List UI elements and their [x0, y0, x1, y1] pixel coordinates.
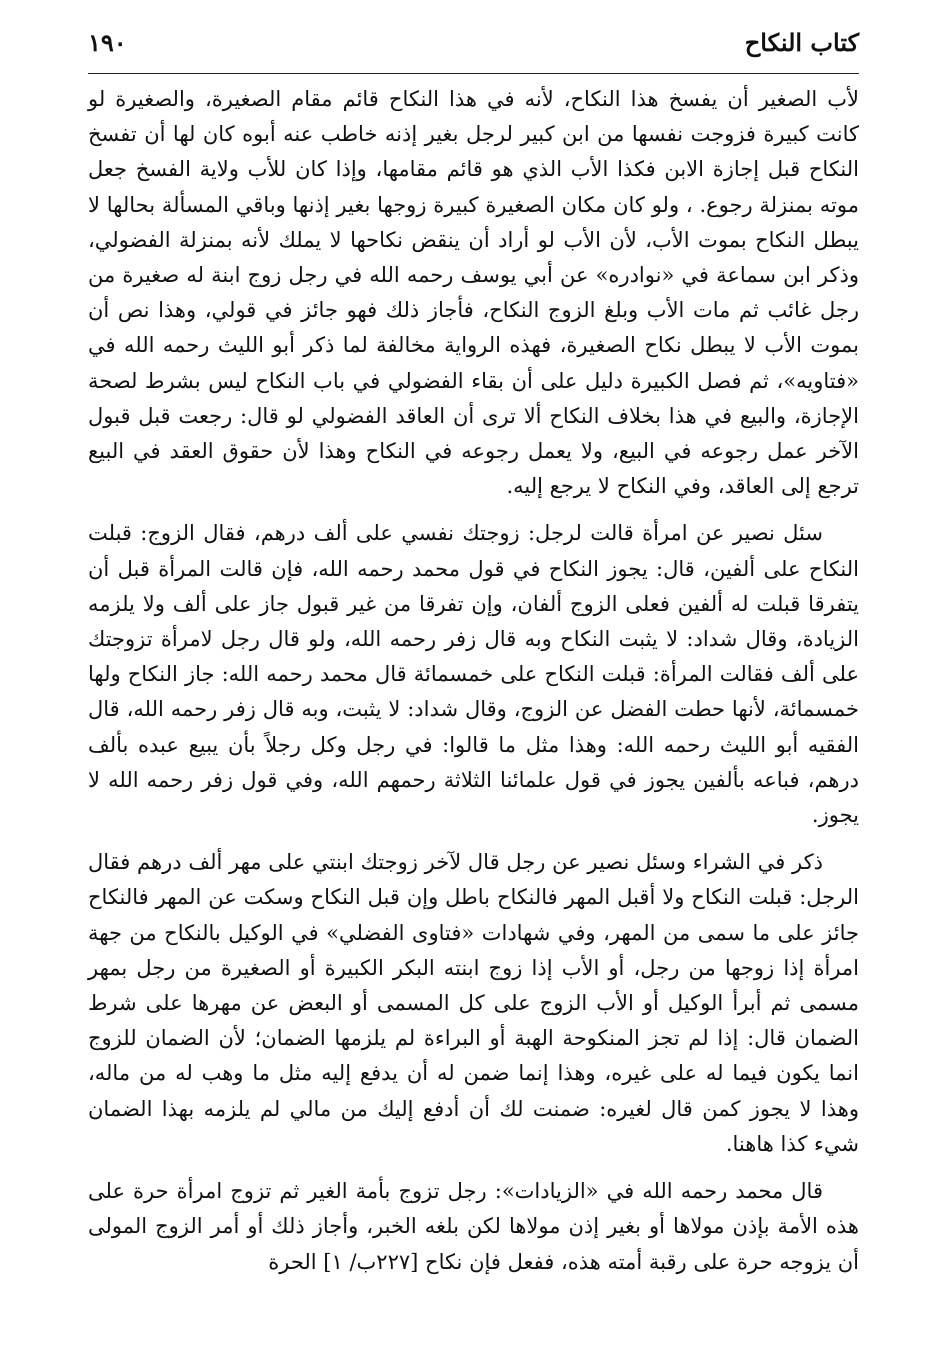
chapter-title: كتاب النكاح: [744, 28, 859, 57]
page-header: [88, 28, 859, 74]
paragraph: قال محمد رحمه الله في «الزيادات»: رجل تزوج بأمة الغير ثم تزوج امرأة حرة على هذه الأمة بإذن مولاها أو بغير إذن مولاها لكن بلغه الخبر، وأجاز ذلك أو أمر الزوج المولى أن يزوجه حرة على رقبة أمته هذه، ففعل فإن نكاح [٢٢٧ب/ ١] الحرة: [88, 1179, 859, 1274]
page-number: ١٩٠: [88, 28, 127, 57]
page-body: [88, 82, 859, 1280]
paragraph: لأب الصغير أن يفسخ هذا النكاح، لأنه في هذا النكاح قائم مقام الصغيرة، والصغيرة لو كانت كبيرة فزوجت نفسها من ابن كبير لرجل بغير إذنه خاطب عنه أبوه كان لها أن تفسخ النكاح قبل إجازة الابن فكذا الأب الذي هو قائم مقامها، وإذا كان للأب ولاية الفسخ جعل موته بمنزلة رجوع. ، ولو كان مكان الصغيرة كبيرة زوجها بغير إذنها وباقي المسألة بحالها لا يبطل النكاح بموت الأب، لأن الأب لو أراد أن ينقض نكاحها لا يملك لأنه بمنزلة الفضولي، وذكر ابن سماعة في «نوادره» عن أبي يوسف رحمه الله في رجل زوج ابنة له صغيرة من رجل غائب ثم مات الأب وبلغ الزوج النكاح، فأجاز ذلك فهو جائز في قولي، وهذا نص أن بموت الأب لا يبطل نكاح الصغيرة، فهذه الرواية مخالفة لما ذكر أبو الليث رحمه الله في «فتاويه»، ثم فصل الكبيرة دليل على أن بقاء الفضولي في باب النكاح ليس بشرط لصحة الإجازة، والبيع في هذا بخلاف النكاح ألا ترى أن العاقد الفضولي لو قال: رجعت قبل قبول الآخر عمل رجوعه في البيع، ولا يعمل رجوعه في النكاح وهذا لأن حقوق العقد في البيع ترجع إلى العاقد، وفي النكاح لا يرجع إليه.: [88, 87, 859, 499]
paragraph: ذكر في الشراء وسئل نصير عن رجل قال لآخر زوجتك ابنتي على مهر ألف درهم فقال الرجل: قبلت النكاح ولا أقبل المهر فالنكاح باطل وإن قبل النكاح وسكت عن المهر فالنكاح جائز على ما سمى من المهر، وفي شهادات «فتاوى الفضلي» في الوكيل بالنكاح من جهة امرأة إذا زوجها من رجل، أو الأب إذا زوج ابنته البكر الكبيرة أو الصغيرة من رجل بمهر مسمى ثم أبرأ الوكيل أو الأب الزوج على كل المسمى أو البعض عن مهرها على شرط الضمان قال: إذا لم تجز المنكوحة الهبة أو البراءة لم يلزمها الضمان؛ لأن الضمان للزوج انما يكون فيما له على غيره، وهذا إنما ضمن له أن يدفع إليه مثل ما وهب له من ماله، وهذا لا يجوز كمن قال لغيره: ضمنت لك أن أدفع إليك من مالي لم يلزمه بهذا الضمان شيء كذا هاهنا.: [88, 850, 859, 1156]
paragraph: سئل نصير عن امرأة قالت لرجل: زوجتك نفسي على ألف درهم، فقال الزوج: قبلت النكاح على ألفين، قال: يجوز النكاح في قول محمد رحمه الله، فإن قالت المرأة قبل أن يتفرقا قبلت له ألفين فعلى الزوج ألفان، وإن تفرقا من غير قبول جاز على ألف ولا يلزمه الزيادة، وقال شداد: لا يثبت النكاح وبه قال زفر رحمه الله، ولو قال رجل لامرأة تزوجتك على ألف فقالت المرأة: قبلت النكاح على خمسمائة قال محمد رحمه الله: جاز النكاح ولها خمسمائة، لأنها حطت الفضل عن الزوج، وقال شداد: لا يثبت، وبه قال زفر رحمه الله، قال الفقيه أبو الليث رحمه الله: وهذا مثل ما قالوا: في رجل وكل رجلاً بأن يبيع عبده بألف درهم، فباعه بألفين يجوز في قول علمائنا الثلاثة رحمهم الله، وفي قول زفر رحمه الله لا يجوز.: [88, 521, 859, 828]
